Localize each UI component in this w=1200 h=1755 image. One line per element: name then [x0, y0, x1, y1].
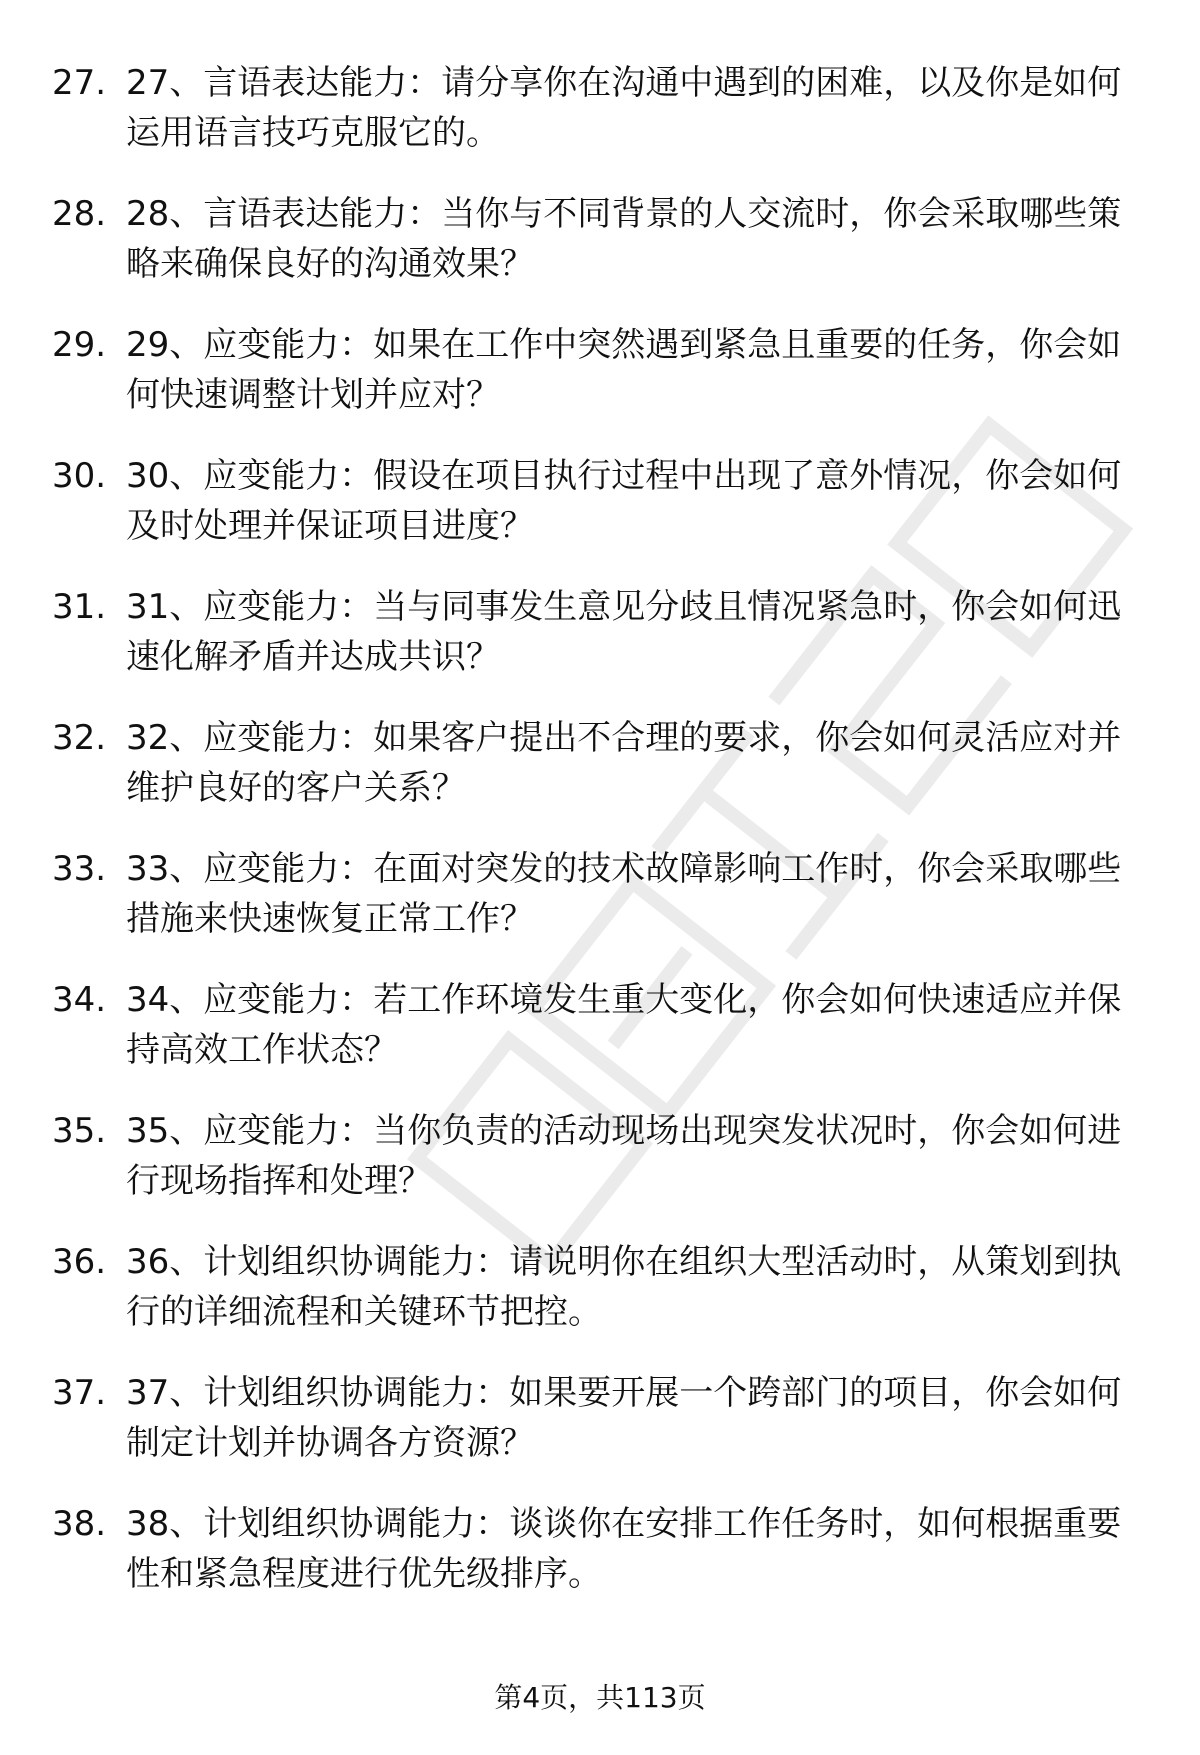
question-text: 30、应变能力：假设在项目执行过程中出现了意外情况，你会如何及时处理并保证项目进度？: [126, 456, 1122, 546]
list-item: [0, 320, 1200, 451]
list-item: [0, 58, 1200, 189]
list-item: [0, 975, 1200, 1106]
question-text: 27、言语表达能力：请分享你在沟通中遇到的困难，以及你是如何运用语言技巧克服它的。: [126, 63, 1122, 153]
item-number: 28.: [52, 194, 107, 234]
list-item: [0, 1106, 1200, 1237]
question-text: 34、应变能力：若工作环境发生重大变化，你会如何快速适应并保持高效工作状态？: [126, 980, 1122, 1070]
list-item: [0, 189, 1200, 320]
question-text: 31、应变能力：当与同事发生意见分歧且情况紧急时，你会如何迅速化解矛盾并达成共识？: [126, 587, 1122, 677]
list-item: [0, 1368, 1200, 1499]
list-item: [0, 451, 1200, 582]
item-number: 38.: [52, 1504, 107, 1544]
question-list: [0, 58, 1200, 1630]
item-number: 32.: [52, 718, 107, 758]
list-item: [0, 1499, 1200, 1630]
item-number: 33.: [52, 849, 107, 889]
item-number: 29.: [52, 325, 107, 365]
list-item: [0, 713, 1200, 844]
list-item: [0, 582, 1200, 713]
question-text: 35、应变能力：当你负责的活动现场出现突发状况时，你会如何进行现场指挥和处理？: [126, 1111, 1122, 1201]
list-item: [0, 1237, 1200, 1368]
question-text: 37、计划组织协调能力：如果要开展一个跨部门的项目，你会如何制定计划并协调各方资源？: [126, 1373, 1122, 1463]
item-number: 35.: [52, 1111, 107, 1151]
item-number: 31.: [52, 587, 107, 627]
item-number: 37.: [52, 1373, 107, 1413]
question-text: 29、应变能力：如果在工作中突然遇到紧急且重要的任务，你会如何快速调整计划并应对？: [126, 325, 1122, 415]
item-number: 36.: [52, 1242, 107, 1282]
page-indicator: 第4页，共113页: [494, 1681, 706, 1714]
question-text: 36、计划组织协调能力：请说明你在组织大型活动时，从策划到执行的详细流程和关键环节把控。: [126, 1242, 1122, 1332]
item-number: 34.: [52, 980, 107, 1020]
question-text: 33、应变能力：在面对突发的技术故障影响工作时，你会采取哪些措施来快速恢复正常工作？: [126, 849, 1122, 939]
question-text: 32、应变能力：如果客户提出不合理的要求，你会如何灵活应对并维护良好的客户关系？: [126, 718, 1122, 808]
item-number: 30.: [52, 456, 107, 496]
item-number: 27.: [52, 63, 107, 103]
list-item: [0, 844, 1200, 975]
question-text: 28、言语表达能力：当你与不同背景的人交流时，你会采取哪些策略来确保良好的沟通效果？: [126, 194, 1122, 284]
question-text: 38、计划组织协调能力：谈谈你在安排工作任务时，如何根据重要性和紧急程度进行优先级排序。: [126, 1504, 1122, 1594]
